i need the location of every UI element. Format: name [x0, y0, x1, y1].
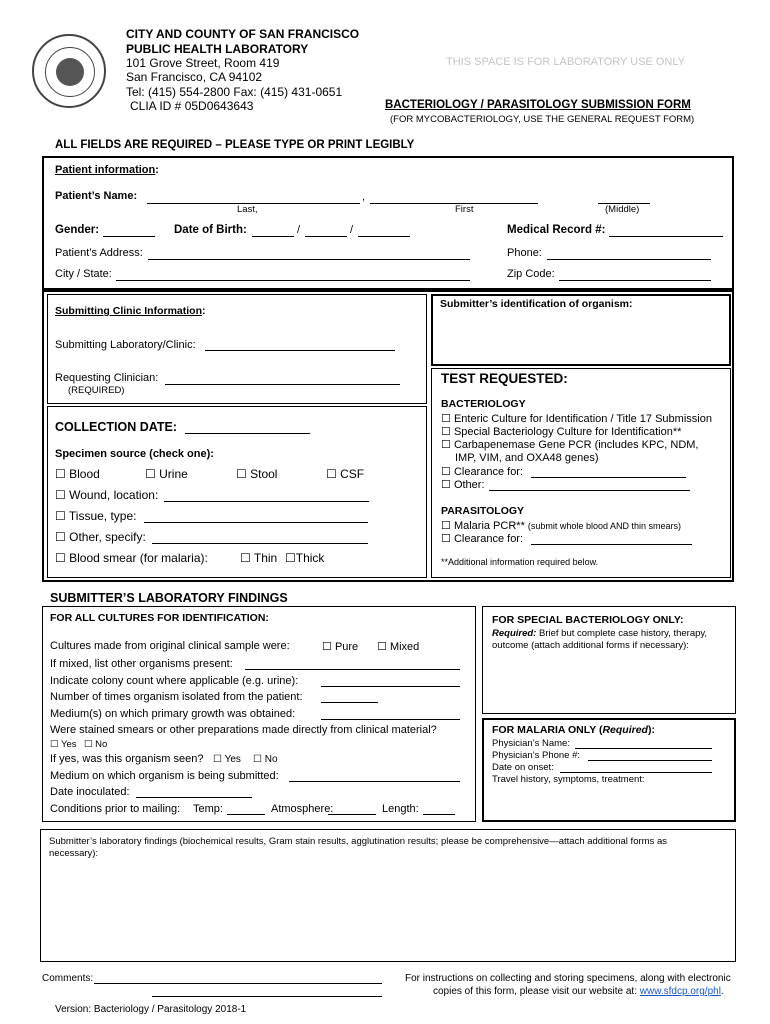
instructions-line2: copies of this form, please visit our website at: www.sfdcp.org/phl. [433, 986, 724, 997]
csf-checkbox[interactable]: ☐ [326, 467, 337, 481]
clinic-section-label: Submitting Clinic Information: [55, 305, 206, 317]
patient-phone-field[interactable] [547, 259, 711, 260]
clinician-required: (REQUIRED) [68, 385, 125, 396]
version-label: Version: Bacteriology / Parasitology 2018-1 [55, 1004, 247, 1015]
comments-field-2[interactable] [152, 996, 382, 997]
stains-no-checkbox[interactable]: ☐ [84, 739, 93, 750]
other-organisms-label: If mixed, list other organisms present: [50, 658, 233, 670]
requesting-clinician-label: Requesting Clinician: [55, 372, 159, 384]
seen-no-option[interactable]: ☐ No [253, 754, 278, 765]
carbapenemase-checkbox[interactable]: ☐ [441, 439, 451, 451]
zip-label: Zip Code: [507, 268, 555, 280]
patient-address-field[interactable] [148, 259, 470, 260]
patient-info-box [42, 156, 734, 290]
bacteriology-heading: BACTERIOLOGY [441, 398, 526, 410]
clia-id: CLIA ID # 05D0643643 [130, 99, 254, 113]
wound-option[interactable]: ☐ Wound, location: [55, 488, 159, 502]
para-clearance-field[interactable] [531, 544, 692, 545]
physician-name-label: Physician’s Name: [492, 738, 570, 749]
colony-count-field[interactable] [321, 686, 460, 687]
wound-checkbox[interactable]: ☐ [55, 488, 66, 502]
submit-medium-label: Medium on which organism is being submitted: [50, 770, 279, 782]
pure-checkbox[interactable]: ☐ [322, 641, 332, 653]
primary-medium-field[interactable] [321, 719, 460, 720]
collection-date-field[interactable] [185, 433, 310, 434]
stains-yes-checkbox[interactable]: ☐ [50, 739, 59, 750]
blood-smear-checkbox[interactable]: ☐ [55, 551, 66, 565]
dob-year-field[interactable] [358, 236, 410, 237]
form-title: BACTERIOLOGY / PARASITOLOGY SUBMISSION FORM [385, 99, 691, 111]
all-cultures-heading: FOR ALL CULTURES FOR IDENTIFICATION: [50, 612, 269, 624]
test-requested-heading: TEST REQUESTED: [441, 371, 568, 386]
stains-no-option[interactable]: ☐ No [84, 739, 108, 750]
stains-yes-option[interactable]: ☐ Yes [50, 739, 77, 750]
other-test-field[interactable] [489, 490, 690, 491]
patient-name-label: Patient’s Name: [55, 190, 138, 202]
clearance-checkbox[interactable]: ☐ [441, 466, 451, 478]
requesting-clinician-field[interactable] [165, 384, 400, 385]
city-seal-icon [32, 34, 106, 108]
blood-checkbox[interactable]: ☐ [55, 467, 66, 481]
comments-label: Comments: [42, 973, 94, 984]
parasitology-heading: PARASITOLOGY [441, 505, 525, 517]
patient-address-label: Patient’s Address: [55, 247, 143, 259]
original-sample-label: Cultures made from original clinical sample were: [50, 640, 290, 652]
patient-section-label: Patient information: [55, 164, 159, 176]
city-state-label: City / State: [55, 268, 112, 280]
submitting-lab-field[interactable] [205, 350, 395, 351]
tissue-checkbox[interactable]: ☐ [55, 509, 66, 523]
pure-option[interactable]: ☐ Pure [322, 641, 359, 653]
malaria-pcr-option[interactable]: ☐ Malaria PCR** (submit whole blood AND thin smears) [441, 520, 681, 532]
clearance-option[interactable]: ☐ Clearance for: [441, 466, 524, 478]
thin-option[interactable]: ☐ Thin [240, 551, 278, 565]
address-line1: 101 Grove Street, Room 419 [126, 56, 280, 70]
mrn-field[interactable] [609, 236, 723, 237]
lab-name: PUBLIC HEALTH LABORATORY [126, 42, 309, 56]
mixed-checkbox[interactable]: ☐ [377, 641, 387, 653]
gender-field[interactable] [103, 236, 155, 237]
date-inoculated-field[interactable] [136, 797, 252, 798]
phone-label: Phone: [507, 247, 542, 259]
carbapenemase-genes: IMP, VIM, and OXA48 genes) [455, 452, 599, 464]
dob-month-field[interactable] [252, 236, 294, 237]
colony-count-label: Indicate colony count where applicable (e.g. urine): [50, 675, 299, 687]
findings-heading: SUBMITTER’S LABORATORY FINDINGS [50, 591, 288, 605]
atmosphere-label: Atmosphere: [271, 803, 334, 815]
mixed-option[interactable]: ☐ Mixed [377, 641, 420, 653]
required-notice: ALL FIELDS ARE REQUIRED – PLEASE TYPE OR PRINT LEGIBLY [55, 139, 415, 151]
onset-date-label: Date on onset: [492, 762, 554, 773]
urine-option[interactable]: ☐ Urine [145, 467, 188, 481]
lab-findings-box[interactable] [40, 829, 736, 962]
other-specimen-option[interactable]: ☐ Other, specify: [55, 530, 146, 544]
instructions-line1: For instructions on collecting and storing specimens, along with electronic [405, 973, 731, 984]
form-subtitle: (FOR MYCOBACTERIOLOGY, USE THE GENERAL REQUEST FORM) [390, 114, 695, 125]
malaria-heading: FOR MALARIA ONLY (Required): [492, 724, 655, 736]
seen-no-checkbox[interactable]: ☐ [253, 754, 262, 765]
thin-checkbox[interactable]: ☐ [240, 551, 251, 565]
lab-use-notice: THIS SPACE IS FOR LABORATORY USE ONLY [446, 56, 686, 68]
thick-option[interactable]: ☐Thick [285, 551, 325, 565]
malaria-checkbox[interactable]: ☐ [441, 520, 451, 532]
seen-yes-option[interactable]: ☐ Yes [213, 754, 241, 765]
blood-smear-option[interactable]: ☐ Blood smear (for malaria): [55, 551, 208, 565]
specimen-source-label: Specimen source (check one): [55, 448, 214, 460]
dob-day-field[interactable] [305, 236, 347, 237]
address-line2: San Francisco, CA 94102 [126, 70, 263, 84]
primary-medium-label: Medium(s) on which primary growth was obtained: [50, 708, 296, 720]
onset-date-field[interactable] [560, 772, 712, 773]
urine-checkbox[interactable]: ☐ [145, 467, 156, 481]
physician-phone-field[interactable] [588, 760, 712, 761]
zip-field[interactable] [559, 280, 711, 281]
blood-option[interactable]: ☐ Blood [55, 467, 100, 481]
length-field[interactable] [423, 814, 455, 815]
stool-option[interactable]: ☐ Stool [236, 467, 278, 481]
last-name-caption: Last, [237, 204, 258, 215]
conditions-label: Conditions prior to mailing: [50, 803, 181, 815]
org-name: CITY AND COUNTY OF SAN FRANCISCO [126, 27, 360, 41]
atmosphere-field[interactable] [328, 814, 376, 815]
times-isolated-label: Number of times organism isolated from the patient: [50, 691, 303, 703]
other-test-checkbox[interactable]: ☐ [441, 479, 451, 491]
length-label: Length: [382, 803, 419, 815]
times-isolated-field[interactable] [321, 702, 378, 703]
other-specimen-checkbox[interactable]: ☐ [55, 530, 66, 544]
para-clearance-checkbox[interactable]: ☐ [441, 533, 451, 545]
other-specimen-field[interactable] [152, 543, 368, 544]
organism-seen-question: If yes, was this organism seen? [50, 753, 204, 765]
special-bacteriology-instructions-2: outcome (attach additional forms if necessary): [492, 640, 689, 651]
wound-location-field[interactable] [164, 501, 369, 502]
travel-history-label: Travel history, symptoms, treatment: [492, 774, 645, 785]
enteric-culture-option[interactable]: ☐ Enteric Culture for Identification / Title 17 Submission [441, 413, 712, 425]
clearance-field[interactable] [531, 477, 686, 478]
comments-field-1[interactable] [94, 983, 382, 984]
special-bacteriology-option[interactable]: ☐ Special Bacteriology Culture for Identification** [441, 426, 682, 438]
first-name-field[interactable] [370, 203, 538, 204]
physician-phone-label: Physician’s Phone #: [492, 750, 581, 761]
website-link[interactable]: www.sfdcp.org/phl [639, 986, 721, 997]
para-clearance-option[interactable]: ☐ Clearance for: [441, 533, 524, 545]
organism-id-label: Submitter’s identification of organism: [440, 298, 633, 310]
city-state-field[interactable] [116, 280, 470, 281]
carbapenemase-option[interactable]: ☐ Carbapenemase Gene PCR (includes KPC, NDM, [441, 439, 699, 451]
thick-checkbox[interactable]: ☐ [285, 551, 296, 565]
physician-name-field[interactable] [575, 748, 712, 749]
temp-label: Temp: [193, 803, 223, 815]
collection-date-label: COLLECTION DATE: [55, 420, 177, 434]
stained-smears-question: Were stained smears or other preparations made directly from clinical material? [50, 724, 437, 736]
gender-label: Gender: [55, 224, 100, 236]
enteric-checkbox[interactable]: ☐ [441, 413, 451, 425]
tissue-type-field[interactable] [144, 522, 368, 523]
other-organisms-field[interactable] [245, 669, 460, 670]
other-test-option[interactable]: ☐ Other: [441, 479, 485, 491]
seen-yes-checkbox[interactable]: ☐ [213, 754, 222, 765]
additional-info-footnote: **Additional information required below. [441, 557, 599, 567]
dob-label: Date of Birth: [174, 224, 247, 236]
lab-findings-instructions: Submitter’s laboratory findings (biochemical results, Gram stain results, agglutination results; please be comprehensive—attach additional forms as [49, 836, 667, 847]
middle-name-caption: (Middle) [605, 204, 640, 215]
first-name-caption: First [455, 204, 474, 215]
submit-medium-field[interactable] [289, 781, 460, 782]
special-checkbox[interactable]: ☐ [441, 426, 451, 438]
date-inoculated-label: Date inoculated: [50, 786, 130, 798]
mrn-label: Medical Record #: [507, 224, 606, 236]
tissue-option[interactable]: ☐ Tissue, type: [55, 509, 137, 523]
temp-field[interactable] [227, 814, 265, 815]
csf-option[interactable]: ☐ CSF [326, 467, 365, 481]
submitting-lab-label: Submitting Laboratory/Clinic: [55, 339, 196, 351]
special-bacteriology-instructions: Required: Brief but complete case history, therapy, [492, 628, 708, 639]
stool-checkbox[interactable]: ☐ [236, 467, 247, 481]
special-bacteriology-heading: FOR SPECIAL BACTERIOLOGY ONLY: [492, 614, 684, 626]
phone-fax: Tel: (415) 554-2800 Fax: (415) 431-0651 [126, 85, 343, 99]
lab-findings-instructions-2: necessary): [49, 848, 99, 859]
